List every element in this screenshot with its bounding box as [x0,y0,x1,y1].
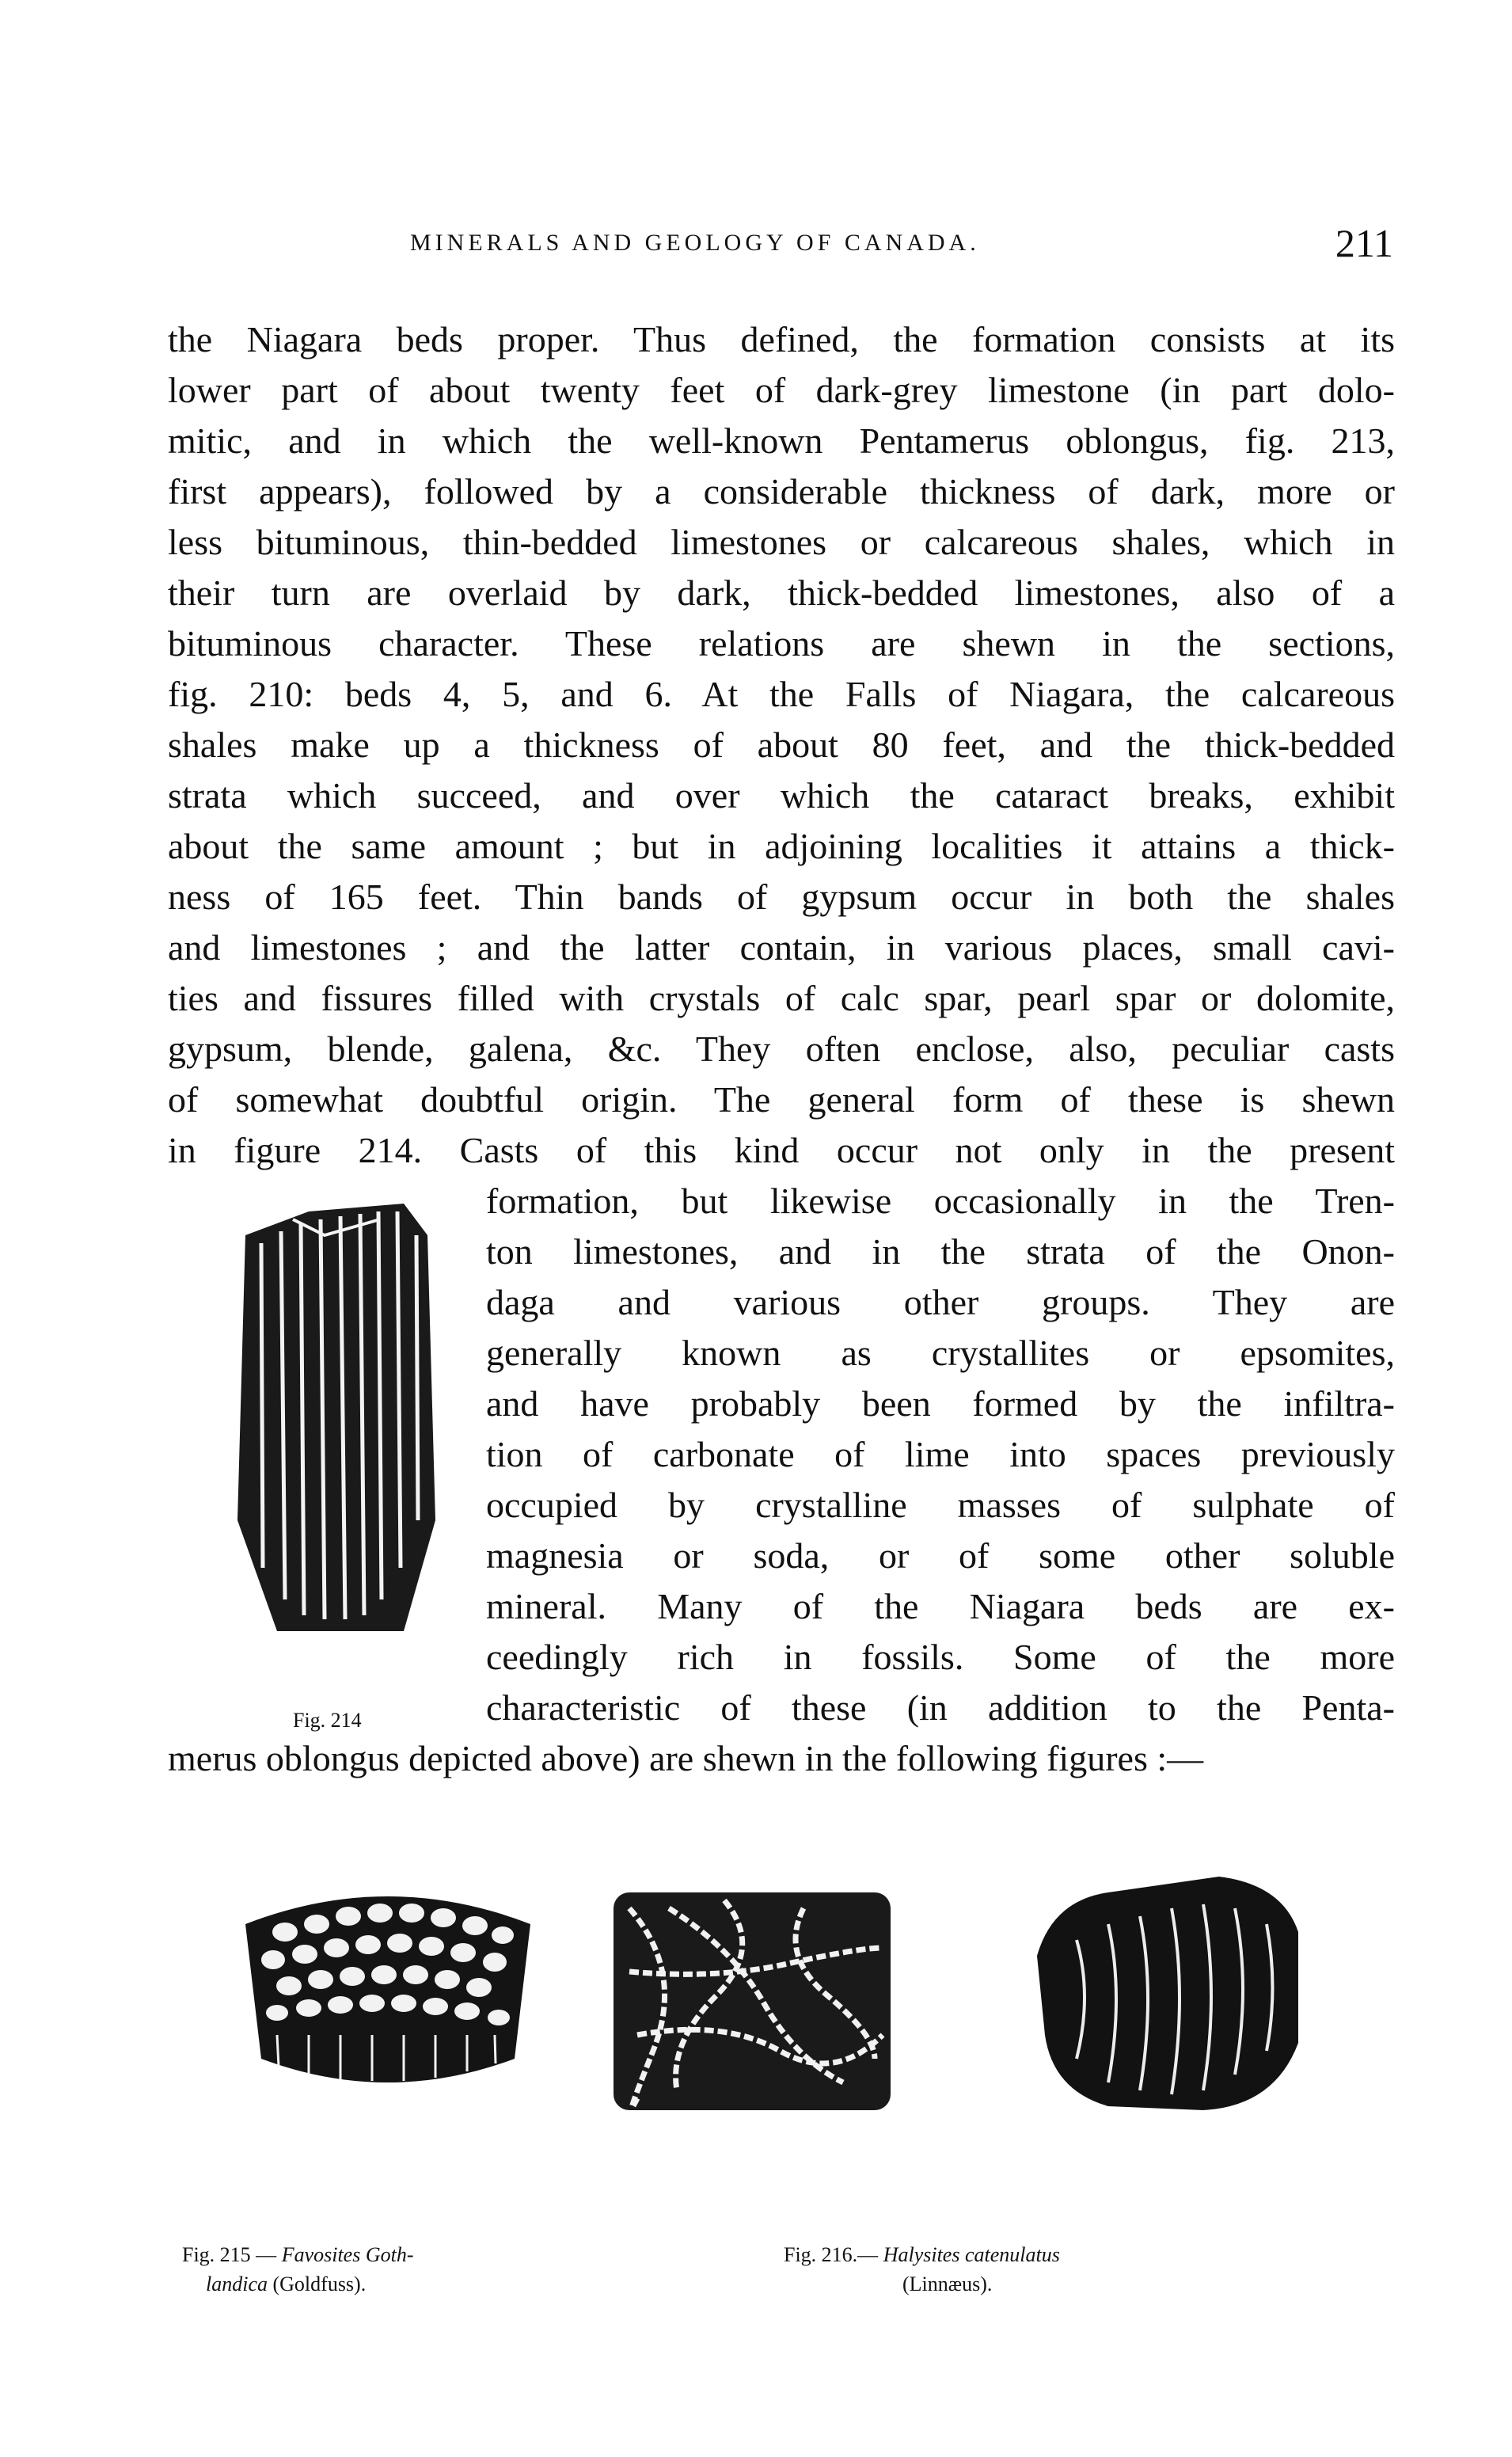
running-title: MINERALS AND GEOLOGY OF CANADA. [410,230,980,256]
wrap-line: ceedingly rich in fossils. Some of the more [486,1637,1395,1677]
wrap-line: characteristic of these (in addition to the Penta- [486,1687,1395,1728]
body-line: about the same amount ; but in adjoining localities it attains a thick- [168,826,1395,866]
body-line: ness of 165 feet. Thin bands of gypsum occur in both the shales [168,877,1395,917]
fig-label: Fig. 215 — [182,2243,277,2266]
wrap-line: ton limestones, and in the strata of the Onon- [486,1231,1395,1272]
fig-species-name: Halysites catenulatus [883,2243,1060,2266]
wrap-line: formation, but likewise occasionally in the Tren- [486,1181,1395,1221]
wrap-line: daga and various other groups. They are [486,1282,1395,1322]
figure-215-caption [182,2243,414,2267]
wrap-line: magnesia or soda, or of some other soluble [486,1535,1395,1576]
body-line: less bituminous, thin-bedded limestones or calcareous shales, which in [168,522,1395,562]
body-line: shales make up a thickness of about 80 feet, and the thick-bedded [168,725,1395,765]
figure-216-halysites [606,1877,898,2122]
body-line: and limestones ; and the latter contain, in various places, small cavi- [168,927,1395,968]
figure-216-caption [784,2243,1060,2267]
figure-214-crystallite [214,1188,451,1647]
fig-author: (Goldfuss). [272,2273,367,2295]
body-line: ties and fissures filled with crystals of calc spar, pearl spar or dolomite, [168,978,1395,1018]
body-line: strata which succeed, and over which the cataract breaks, exhibit [168,775,1395,816]
fig-species-name-continued: landica [206,2273,268,2295]
fig-label: Fig. 214 [293,1709,362,1732]
body-line: their turn are overlaid by dark, thick-bedded limestones, also of a [168,572,1395,613]
figure-215-favosites [230,1877,546,2114]
fig-species-name: Favosites Goth- [281,2243,414,2266]
body-line: merus oblongus depicted above) are shewn in the following figures :— [168,1738,1204,1778]
body-line: in figure 214. Casts of this kind occur not only in the present [168,1130,1395,1170]
figure-214-caption [293,1709,362,1732]
page-header [173,221,1393,277]
figure-216-caption-line-2 [902,2273,992,2296]
fig-label: Fig. 216.— [784,2243,879,2266]
figure-215-caption-line-2 [206,2273,366,2296]
body-line: of somewhat doubtful origin. The general form of these is shewn [168,1079,1395,1120]
body-line: first appears), followed by a considerable thickness of dark, more or [168,471,1395,512]
body-line: gypsum, blende, galena, &c. They often enclose, also, peculiar casts [168,1029,1395,1069]
body-line: bituminous character. These relations are shewn in the sections, [168,623,1395,664]
body-line: fig. 210: beds 4, 5, and 6. At the Falls of Niagara, the calcareous [168,674,1395,714]
wrap-line: occupied by crystalline masses of sulphate of [486,1485,1395,1525]
wrap-line: mineral. Many of the Niagara beds are ex- [486,1586,1395,1626]
body-line: lower part of about twenty feet of dark-grey limestone (in part dolo- [168,370,1395,410]
wrap-line: and have probably been formed by the infiltra- [486,1383,1395,1424]
fig-author: (Linnæus). [902,2273,993,2295]
body-line: the Niagara beds proper. Thus defined, the formation consists at its [168,319,1395,359]
body-line: mitic, and in which the well-known Pentamerus oblongus, fig. 213, [168,420,1395,461]
figure-217-fossil [1021,1869,1314,2122]
wrap-line: generally known as crystallites or epsomites, [486,1333,1395,1373]
page-number: 211 [1335,221,1393,265]
wrap-line: tion of carbonate of lime into spaces previously [486,1434,1395,1474]
